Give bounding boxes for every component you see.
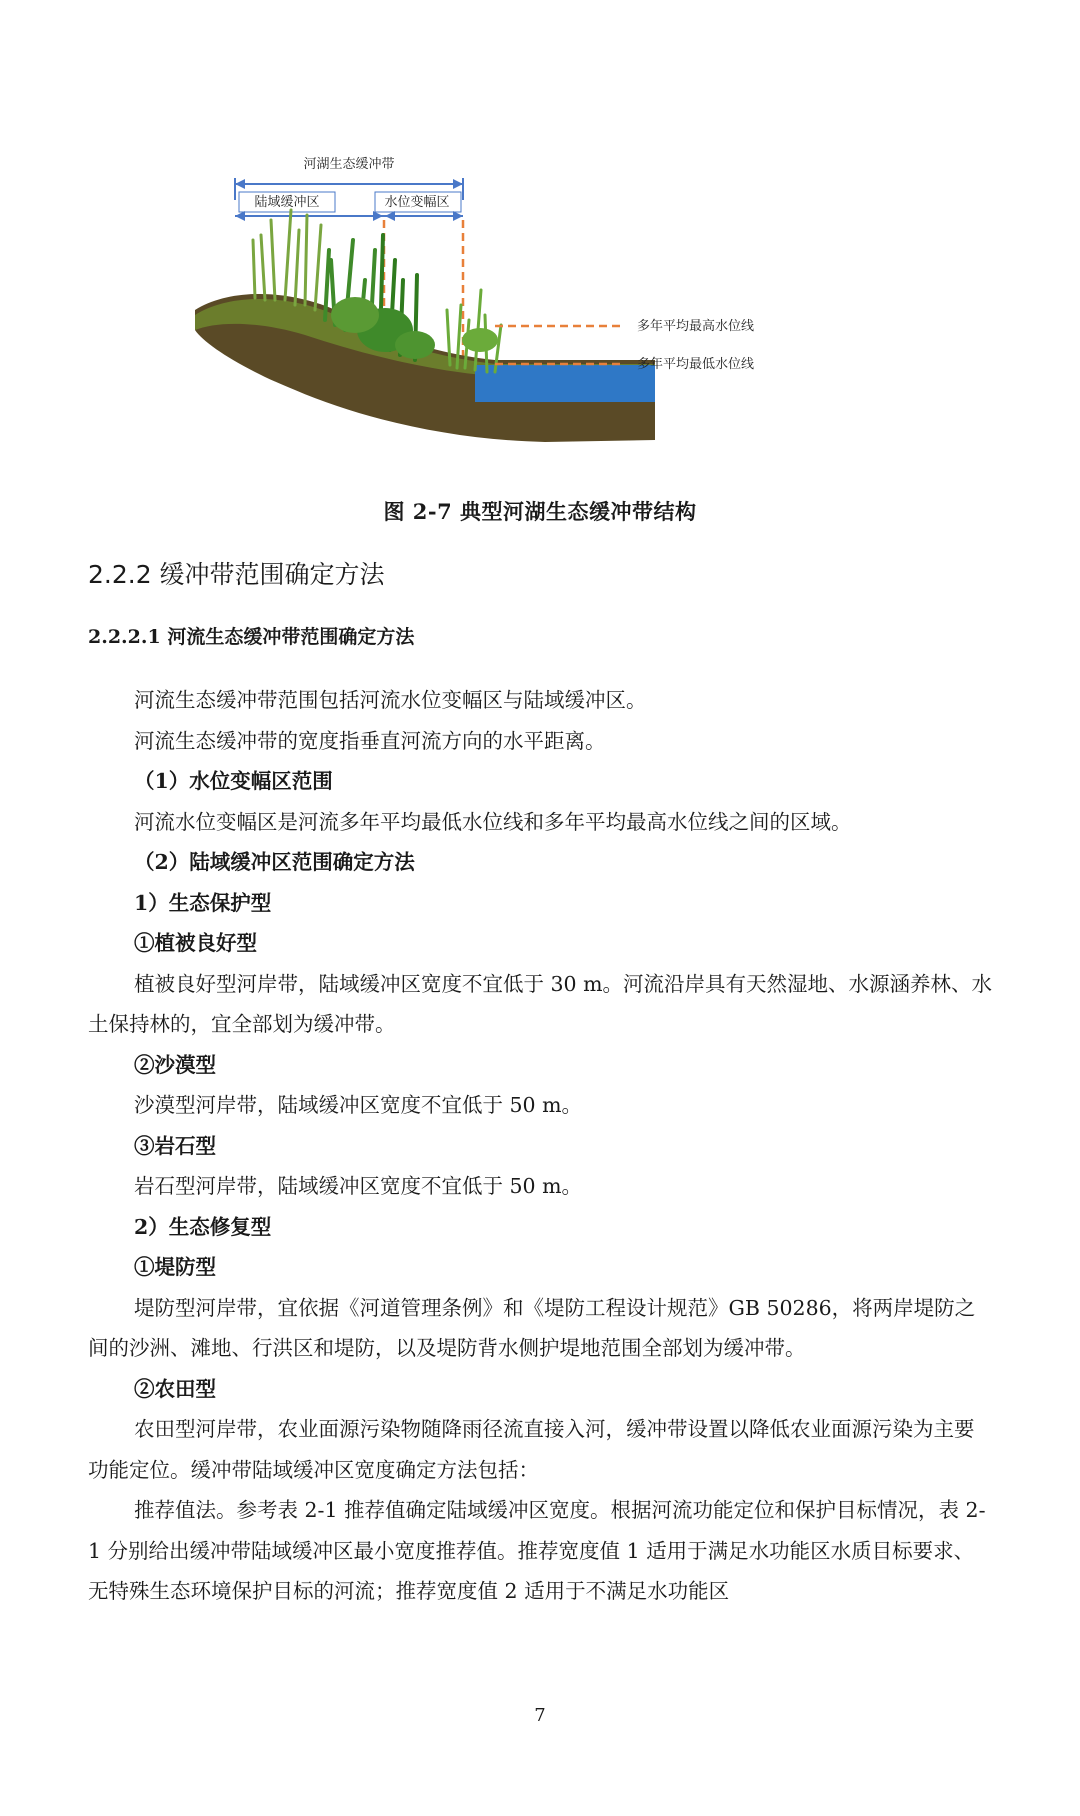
list-heading: （1）水位变幅区范围 — [134, 769, 333, 793]
land-zone-label: 陆域缓冲区 — [254, 195, 320, 210]
list-heading: ①植被良好型 — [134, 931, 257, 955]
body-text — [88, 680, 993, 1612]
buffer-zone-figure — [195, 140, 895, 470]
buffer-zone-diagram — [195, 140, 895, 470]
paragraph: 植被良好型河岸带，陆域缓冲区宽度不宜低于 30 m。河流沿岸具有天然湿地、水源涵养林、水土保持林的，宜全部划为缓冲带。 — [88, 971, 993, 1036]
paragraph: 岩石型河岸带，陆域缓冲区宽度不宜低于 50 m。 — [134, 1174, 583, 1198]
list-heading: ③岩石型 — [134, 1133, 216, 1158]
list-heading: 1）生态保护型 — [134, 890, 272, 915]
top-zone-label: 河湖生态缓冲带 — [303, 157, 395, 172]
paragraph: 沙漠型河岸带，陆域缓冲区宽度不宜低于 50 m。 — [134, 1093, 583, 1117]
water-zone-label: 水位变幅区 — [384, 195, 450, 210]
paragraph: 推荐值法。参考表 2-1 推荐值确定陆域缓冲区宽度。根据河流功能定位和保护目标情况，表 2-1 分别给出缓冲带陆域缓冲区最小宽度推荐值。推荐宽度值 1 适用于满足水功能区水质目标要求、无特殊生态环境保护目标的河流；推荐宽度值 2 适用于不满足水功能区 — [88, 1498, 986, 1603]
list-heading: （2）陆域缓冲区范围确定方法 — [134, 850, 415, 874]
list-heading: 2）生态修复型 — [134, 1214, 272, 1239]
paragraph: 农田型河岸带，农业面源污染物随降雨径流直接入河，缓冲带设置以降低农业面源污染为主要功能定位。缓冲带陆域缓冲区宽度确定方法包括： — [88, 1417, 975, 1482]
paragraph: 河流生态缓冲带范围包括河流水位变幅区与陆域缓冲区。 — [134, 688, 647, 712]
paragraph: 河流水位变幅区是河流多年平均最低水位线和多年平均最高水位线之间的区域。 — [134, 809, 852, 834]
section-heading: 2.2.2 缓冲带范围确定方法 — [88, 560, 385, 589]
arrow-left-icon — [235, 179, 245, 189]
arrow-right-icon — [453, 179, 463, 189]
low-water-label: 多年平均最低水位线 — [637, 357, 755, 372]
paragraph: 河流生态缓冲带的宽度指垂直河流方向的水平距离。 — [134, 728, 606, 753]
list-heading: ②沙漠型 — [134, 1052, 216, 1077]
page-number: 7 — [534, 1705, 546, 1726]
high-water-label: 多年平均最高水位线 — [637, 319, 755, 334]
list-heading: ②农田型 — [134, 1376, 216, 1401]
subsection-heading: 2.2.2.1 河流生态缓冲带范围确定方法 — [88, 626, 415, 648]
list-heading: ①堤防型 — [134, 1255, 216, 1279]
water-body — [475, 365, 655, 402]
paragraph: 堤防型河岸带，宜依据《河道管理条例》和《堤防工程设计规范》GB 50286，将两岸堤防之间的沙洲、滩地、行洪区和堤防，以及堤防背水侧护堤地范围全部划为缓冲带。 — [88, 1295, 976, 1360]
figure-caption: 图 2-7 典型河湖生态缓冲带结构 — [383, 499, 697, 524]
